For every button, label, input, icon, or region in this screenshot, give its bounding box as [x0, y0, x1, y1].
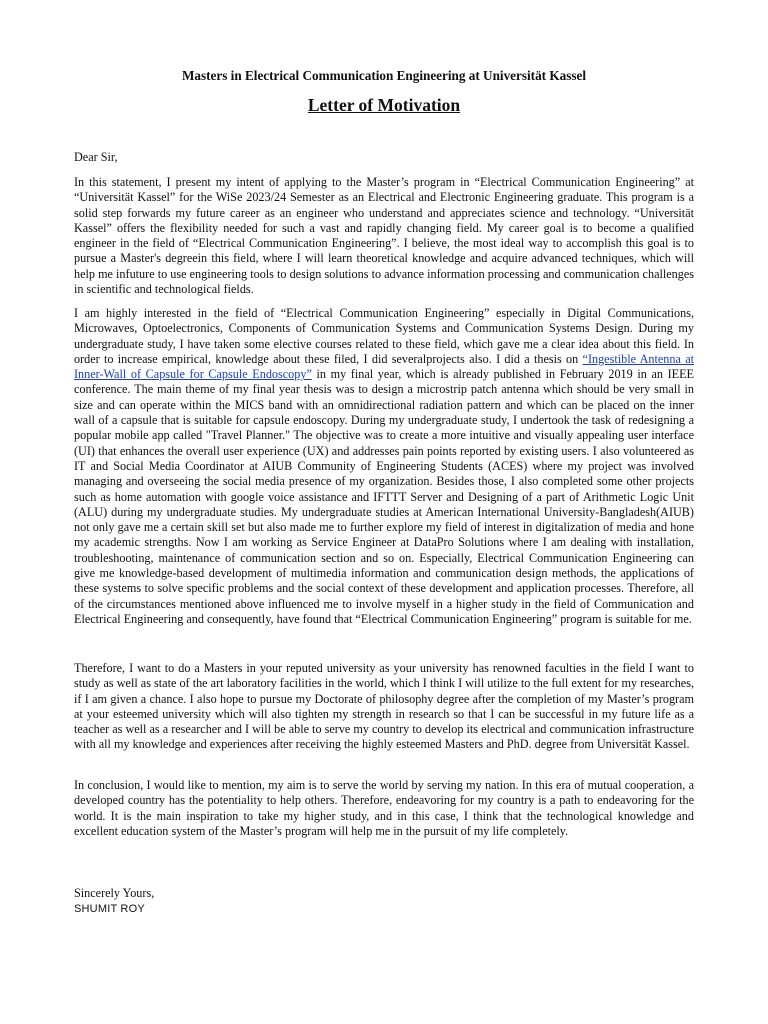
letter-title: Letter of Motivation [307, 95, 461, 115]
signature-name: SHUMIT ROY [74, 903, 145, 915]
paragraph-goals: Therefore, I want to do a Masters in your reputed university as your university has renowned faculties in the field I want to study as well as state of the art laboratory facilities in the world, which I think I will utilize to the full extent for my researches, if I am given a chance. I also hope to pursue my Doctorate of philosophy degree after the completion of my Master’s program at your esteemed university which will also tighten my strength in research so that I can be successful in my future life as a teacher as well as a researcher and I will be able to serve my country to develop its electrical and communication infrastructure with all my knowledge and experiences after receiving the highly esteemed Masters and PhD. degree from Universität Kassel. [74, 661, 694, 752]
closing-line: Sincerely Yours, [74, 886, 155, 900]
paragraph-intro: In this statement, I present my intent of applying to the Master’s program in “Electrical Communication Engineering” at “Universität Kassel” for the WiSe 2023/24 Semester as an Electrical and Electronic Engineering graduate. This program is a solid step forwards my future career as an engineer who understand and appreciates science and technology. “Universität Kassel” offers the flexibility needed for such a vast and rapidly changing field. My career goal is to become a qualified engineer in the field of “Electrical Communication Engineering”. I believe, the most ideal way to accomplish this goal is to pursue a Master's degreein this field, where I will learn theoretical knowledge and acquire advanced techniques, which will help me infuture to use engineering tools to design solutions to advance information processing and communication challenges in scientific and technological fields. [74, 175, 694, 297]
program-heading: Masters in Electrical Communication Engineering at Universität Kassel [181, 68, 586, 83]
salutation: Dear Sir, [74, 150, 118, 164]
paragraph-conclusion: In conclusion, I would like to mention, my aim is to serve the world by serving my nation. In this era of mutual cooperation, a developed country has the potentiality to help others. Therefore, endeavoring for my country is a path to endeavoring for the world. It is the main inspiration to take my higher study, and in this case, I think that the technological knowledge and excellent education system of the Master’s program will help me in the pursuit of my life completely. [74, 778, 694, 838]
paragraph-interests-rest: in my final year, which is already published in February 2019 in an IEEE conference. The main theme of my final year thesis was to design a microstrip patch antenna which should be very small in size and can operate within the MICS band with an omnidirectional radiation pattern and which can be placed on the inner wall of a capsule that is suitable for capsule endoscopy. During my undergraduate study, I undertook the task of redesigning a popular mobile app called "Travel Planner." The objective was to create a more intuitive and visually appealing user interface (UI) that enhances the overall user experience (UX) and addresses pain points reported by existing users. I also volunteered as IT and Social Media Coordinator at AIUB Community of Engineering Students (ACES) where my project was involved managing and overseeing the social media presence of my organization. Besides those, I also completed some other projects such as home automation with google voice assistance and IFTTT Server and Designing of a part of Arithmetic Logic Unit (ALU) during my undergraduate studies. My undergraduate studies at American International University-Bangladesh(AIUB) not only gave me a certain skill set but also made me to further explore my field of interest in digitalization of media and hone my academic strengths. Now I am working as Service Engineer at DataPro Solutions where I am dealing with installation, troubleshooting, maintenance of communication section and so on. Especially, Electrical Communication Engineering can give me knowledge-based development of multimedia information and communication design methods, the applications of these systems to solve specific problems and the social context of these development and application processes. Therefore, all of the circumstances mentioned above influenced me to involve myself in a higher study in the field of Communication and Electrical Engineering and consequently, have found that “Electrical Communication Engineering” program is suitable for me. [74, 367, 694, 626]
paragraph-interests [74, 306, 694, 627]
paragraph-interests-start: I am highly interested in the field of “Electrical Communication Engineering” especially in Digital Communications, Microwaves, Optoelectronics, Components of Communication Systems and Communication Systems Design. During my undergraduate study, I have taken some elective courses related to these field, which gave me a clear idea about this field. In order to increase empirical, knowledge about these filed, I did severalprojects also. I did a thesis on [74, 306, 694, 366]
thesis-link[interactable]: “Ingestible Antenna at Inner-Wall of Capsule for Capsule Endoscopy” [74, 351, 694, 382]
